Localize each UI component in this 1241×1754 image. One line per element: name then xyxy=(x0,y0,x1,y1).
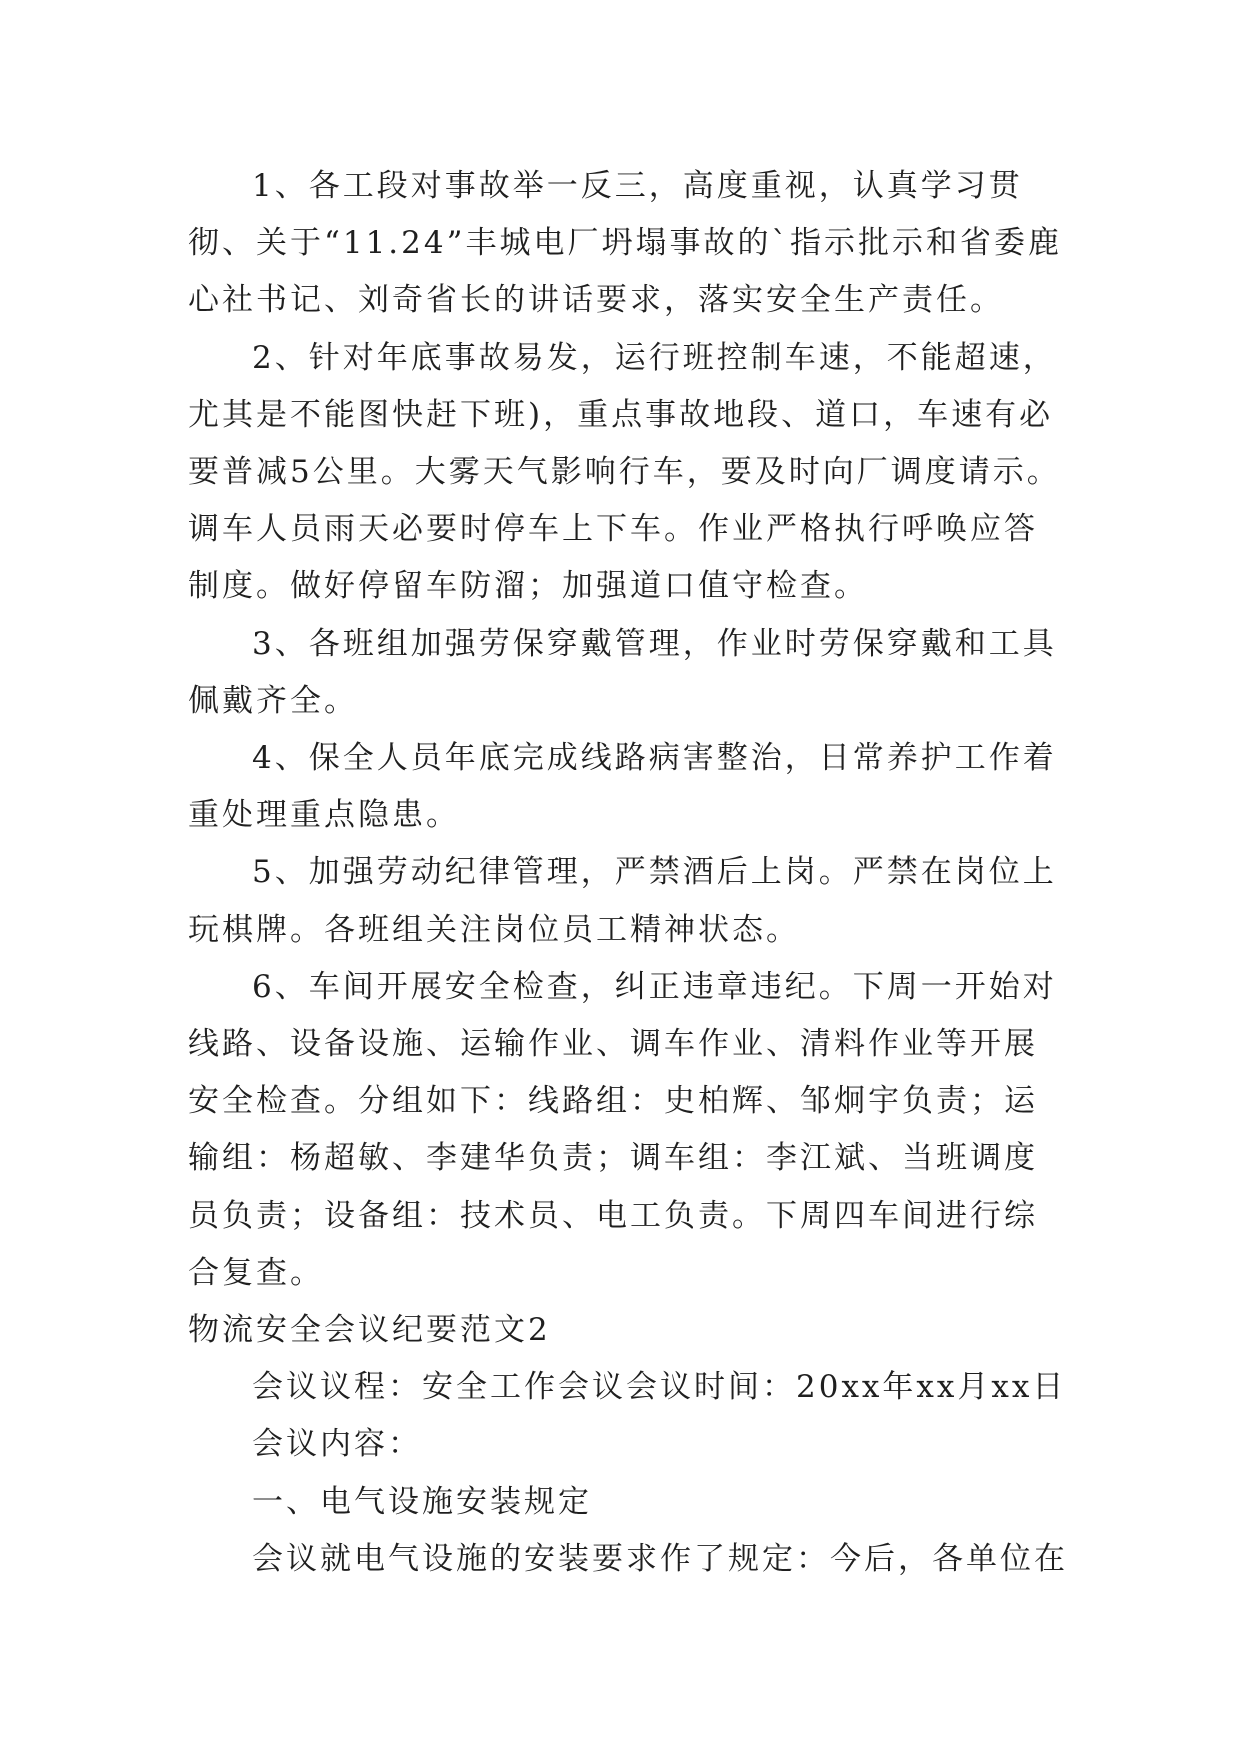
subheading: 一、电气设施安装规定 xyxy=(252,1483,592,1520)
paragraph-1: 1、各工段对事故举一反三，高度重视，认真学习贯彻、关于“11.24”丰城电厂坍塌事故的`指示批示和省委鹿心社书记、刘奇省长的讲话要求，落实安全生产责任。 xyxy=(188,168,1062,319)
paragraph-5: 5、加强劳动纪律管理，严禁酒后上岗。严禁在岗位上玩棋牌。各班组关注岗位员工精神状态。 xyxy=(188,854,1057,948)
agenda-line: 会议议程：安全工作会议会议时间：20xx年xx月xx日 xyxy=(252,1369,1067,1406)
paragraph-2: 2、针对年底事故易发，运行班控制车速，不能超速，尤其是不能图快赶下班)，重点事故地段、道口，车速有必要普减5公里。大雾天气影响行车，要及时向厂调度请示。调车人员雨天必要时停车上下车。作业严格执行呼唤应答制度。做好停留车防溜；加强道口值守检查。 xyxy=(188,339,1061,605)
content-label: 会议内容： xyxy=(252,1426,422,1463)
paragraph-4: 4、保全人员年底完成线路病害整治，日常养护工作着重处理重点隐患。 xyxy=(188,740,1057,834)
paragraph-3: 3、各班组加强劳保穿戴管理，作业时劳保穿戴和工具佩戴齐全。 xyxy=(188,625,1057,719)
section-title: 物流安全会议纪要范文2 xyxy=(188,1312,551,1349)
document-body xyxy=(188,158,1068,1588)
last-line: 会议就电气设施的安装要求作了规定：今后，各单位在 xyxy=(252,1540,1068,1577)
paragraph-6: 6、车间开展安全检查，纠正违章违纪。下周一开始对线路、设备设施、运输作业、调车作业、清料作业等开展安全检查。分组如下：线路组：史柏辉、邹炯宇负责；运输组：杨超敏、李建华负责；调车组：李江斌、当班调度员负责；设备组：技术员、电工负责。下周四车间进行综合复查。 xyxy=(188,968,1057,1291)
